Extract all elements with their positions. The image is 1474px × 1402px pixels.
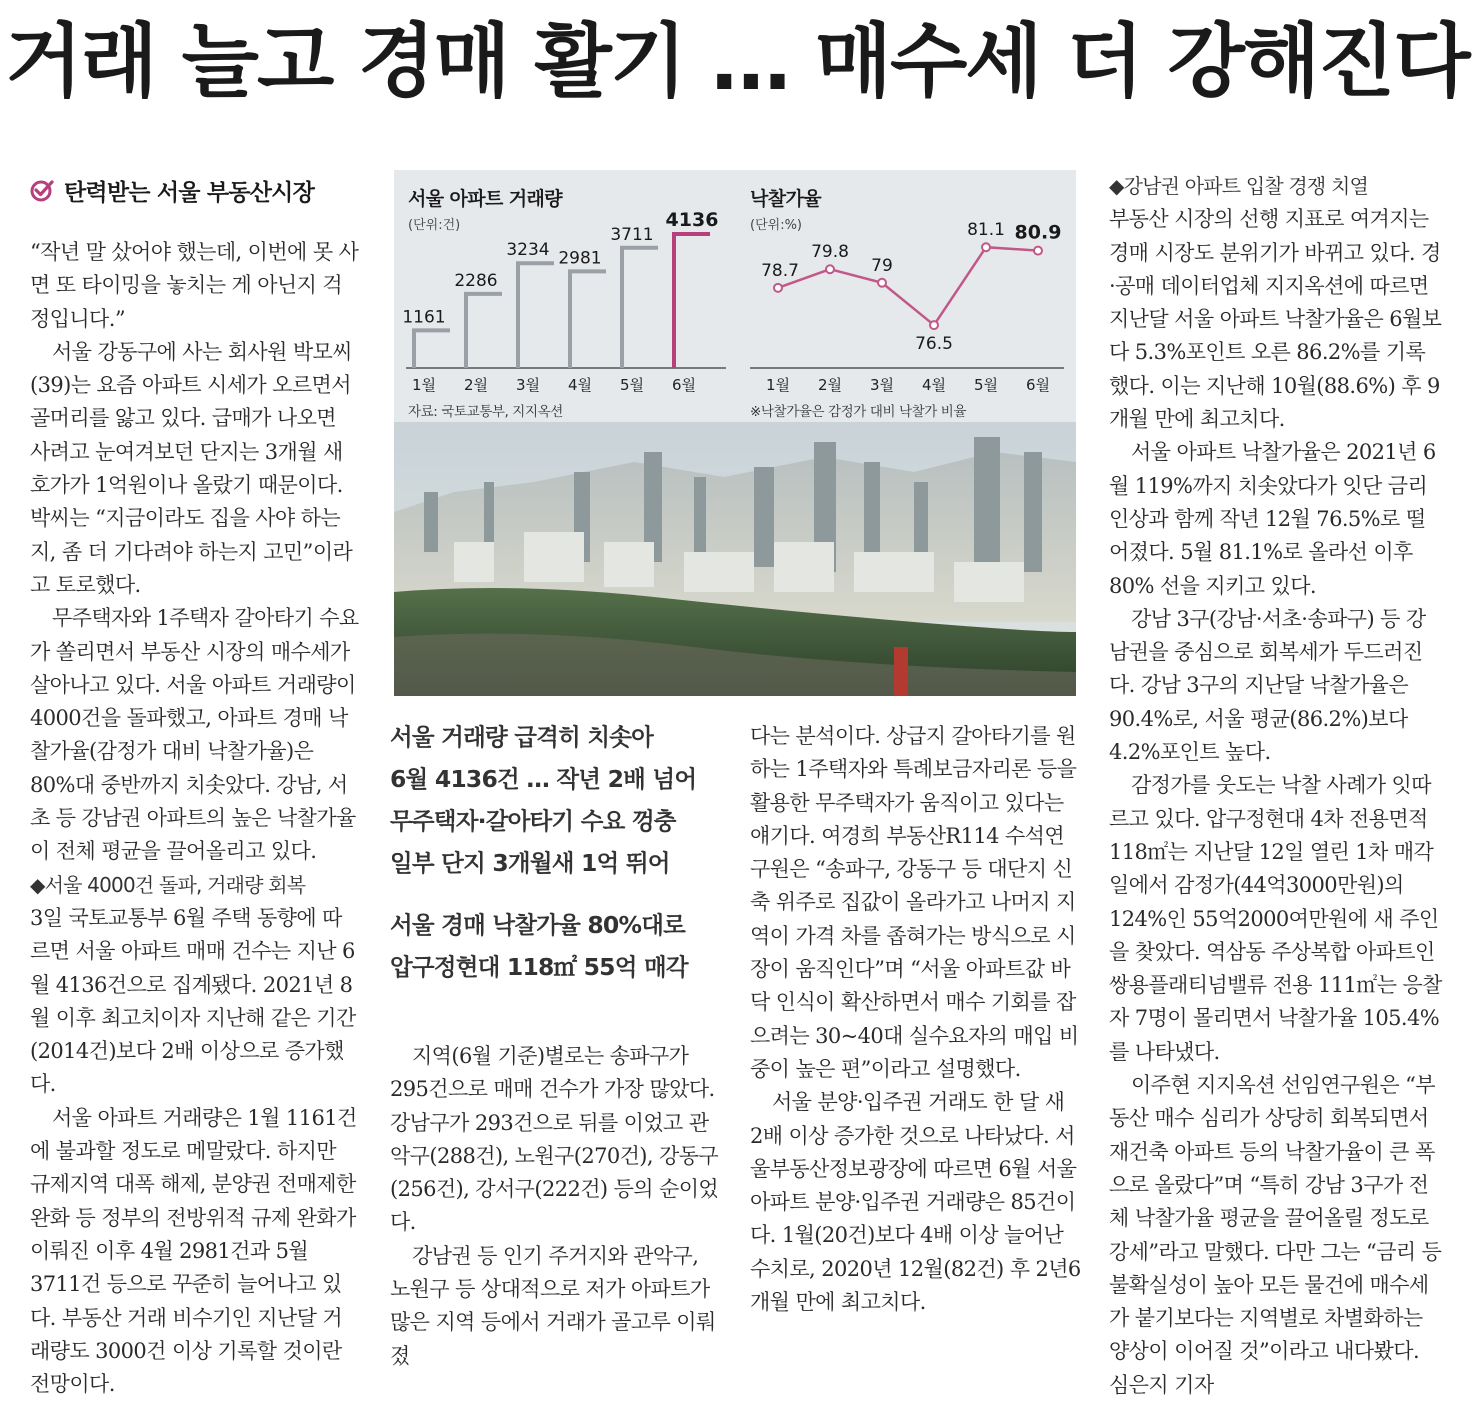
line-point (1034, 247, 1042, 255)
column-2 (390, 1040, 722, 1368)
bar-value-label: 4136 (665, 209, 719, 231)
bar-1월 (414, 330, 450, 368)
bar-value-label: 3711 (610, 224, 654, 245)
bar-tick-label: 1월 (411, 376, 437, 394)
line-point (930, 321, 938, 329)
deck-line: 일부 단지 3개월새 1억 뛰어 (390, 849, 670, 877)
paragraph: 지역(6월 기준)별로는 송파구가 295건으로 매매 건수가 가장 많았다. 강남구가 293건으로 뒤를 이었고 관악구(288건), 노원구(270건), 강동구(256건), 강서구(222건) 등의 순이었다. (390, 1044, 719, 1235)
bar-3월 (518, 263, 554, 368)
paragraph: 서울 아파트 거래량은 1월 1161건에 불과할 정도로 메말랐다. 하지만 규제지역 대폭 해제, 분양권 전매제한 완화 등 정부의 전방위적 규제 완화가 이뤄진 이후 4월 2981건과 5월 3711건 등으로 꾸준히 늘어나고 있다. 부동산 거래 비수기인 지난달 거래량도 3000건 이상 기록할 것이란 전망이다. (30, 1105, 357, 1397)
line-tick-label: 1월 (765, 376, 791, 394)
line-point (826, 265, 834, 273)
bar-5월 (622, 248, 658, 368)
line-value-label: 76.5 (915, 334, 953, 355)
bar-tick-label: 4월 (567, 376, 593, 394)
bar-4월 (570, 271, 606, 368)
subheading: ◆강남권 아파트 입찰 경쟁 치열 (1109, 174, 1369, 198)
bar-tick-label: 2월 (463, 376, 489, 394)
bar-tick-label: 6월 (671, 376, 697, 394)
line-point (982, 243, 990, 251)
subheading: ◆서울 4000건 돌파, 거래량 회복 (30, 872, 306, 897)
bar-2월 (466, 294, 502, 368)
line-point (878, 279, 886, 287)
bar-chart-source: 자료: 국토교통부, 지지옥션 (408, 404, 563, 420)
bar-value-label: 2286 (454, 270, 498, 291)
deck-line: 서울 거래량 급격히 치솟아 (390, 723, 654, 751)
line-chart-unit: (단위:%) (750, 218, 802, 233)
paragraph: 다는 분석이다. 상급지 갈아타기를 원하는 1주택자와 특례보금자리론 등을 활용한 무주택자가 움직이고 있다는 얘기다. 여경희 부동산R114 수석연구원은 “송파구, 강동구 등 대단지 신축 위주로 집값이 올라가고 나머지 지역이 가격 차를 좁혀가는 방식으로 시장이 움직인다”며 “서울 아파트값 바닥 인식이 확산하면서 매수 기회를 잡으려는 30~40대 실수요자의 매입 비중이 높은 편”이라고 설명했다. (750, 724, 1079, 1081)
paragraph: 강남권 등 인기 주거지와 관악구, 노원구 등 상대적으로 저가 아파트가 많은 지역 등에서 거래가 골고루 이뤄졌 (390, 1243, 716, 1368)
bar-chart-unit: (단위:건) (408, 218, 461, 233)
section-title (30, 170, 360, 210)
bar-value-label: 2981 (558, 248, 602, 269)
bar-tick-label: 5월 (619, 376, 645, 394)
check-badge-icon (30, 178, 54, 202)
section-title-text: 탄력받는 서울 부동산시장 (64, 179, 315, 206)
bar-value-label: 3234 (506, 240, 550, 261)
line-value-label: 79.8 (811, 242, 849, 263)
line-tick-label: 2월 (817, 376, 843, 394)
line-tick-label: 4월 (921, 376, 947, 394)
deck-line: 서울 경매 낙찰가율 80%대로 (390, 911, 686, 939)
bar-value-label: 1161 (402, 307, 446, 328)
column-1 (30, 236, 360, 1397)
paragraph: 부동산 시장의 선행 지표로 여겨지는 경매 시장도 분위기가 바뀌고 있다. 경·공매 데이터업체 지지옥션에 따르면 지난달 서울 아파트 낙찰가율은 6월보다 5.3%포인트 오른 86.2%를 기록했다. 이는 지난해 10월(88.6%) 후 9개월 만에 최고치다. (1109, 207, 1442, 432)
line-chart-title: 낙찰가율 (750, 188, 822, 210)
bar-chart-title: 서울 아파트 거래량 (408, 188, 563, 210)
paragraph: 이주현 지지옥션 선임연구원은 “부동산 매수 심리가 상당히 회복되면서 재건축 아파트 등의 낙찰가율이 큰 폭으로 올랐다”며 “특히 강남 3구가 전체 낙찰가율 평균을 끌어올릴 정도로 강세”라고 말했다. 다만 그는 “금리 등 불확실성이 높아 모든 물건에 매수세가 붙기보다는 지역별로 차별화하는 양상이 이어질 것”이라고 내다봤다. 심은지 기자 (1109, 1073, 1442, 1397)
deck-line: 무주택자·갈아타기 수요 껑충 (390, 807, 676, 835)
infographic (394, 170, 1076, 696)
paragraph: 서울 분양·입주권 거래도 한 달 새 2배 이상 증가한 것으로 나타났다. 서울부동산정보광장에 따르면 6월 서울 아파트 분양·입주권 거래량은 85건이다. 1월(20건)보다 4배 이상 늘어난 수치로, 2020년 12월(82건) 후 2년6개월 만에 최고치다. (750, 1090, 1081, 1315)
deck-group-2 (390, 904, 730, 988)
line-tick-label: 6월 (1025, 376, 1051, 394)
line-tick-label: 5월 (973, 376, 999, 394)
seoul-city-photo (394, 422, 1076, 696)
paragraph: 강남 3구(강남·서초·송파구) 등 강남권을 중심으로 회복세가 두드러진다. 강남 3구의 지난달 낙찰가율은 90.4%로, 서울 평균(86.2%)보다 4.2%포인트 높다. (1109, 606, 1426, 765)
paragraph: 3일 국토교통부 6월 주택 동향에 따르면 서울 아파트 매매 건수는 지난 6월 4136건으로 집계됐다. 2021년 8월 이후 최고치이자 지난해 같은 기간(2014건)보다 2배 이상으로 증가했다. (30, 905, 356, 1097)
deck-headlines (390, 716, 730, 988)
line-value-label: 78.7 (761, 260, 799, 281)
bar-chart (394, 170, 734, 422)
paragraph: 서울 아파트 낙찰가율은 2021년 6월 119%까지 치솟았다가 잇단 금리 인상과 함께 작년 12월 76.5%로 떨어졌다. 5월 81.1%로 올라선 이후 80% 선을 지키고 있다. (1109, 440, 1436, 598)
deck-line: 압구정현대 118㎡ 55억 매각 (390, 953, 688, 981)
paragraph: 서울 강동구에 사는 회사원 박모씨(39)는 요즘 아파트 시세가 오르면서 골머리를 앓고 있다. 급매가 나오면 사려고 눈여겨보던 단지는 3개월 새 호가가 1억원이나 올랐기 때문이다. 박씨는 “지금이라도 집을 사야 하는지, 좀 더 기다려야 하는지 고민”이라고 토로했다. (30, 339, 353, 597)
column-3 (750, 720, 1082, 1315)
line-value-label: 79 (871, 255, 893, 276)
line-point (774, 284, 782, 292)
line-value-label: 81.1 (967, 220, 1005, 241)
bar-6월 (674, 234, 710, 368)
deck-group-1 (390, 716, 730, 884)
paragraph: 무주택자와 1주택자 갈아타기 수요가 쏠리면서 부동산 시장의 매수세가 살아나고 있다. 서울 아파트 거래량이 4000건을 돌파했고, 아파트 경매 낙찰가율(감정가 대비 낙찰가율)은 80%대 중반까지 치솟았다. 강남, 서초 등 강남권 아파트의 높은 낙찰가율이 전체 평균을 끌어올리고 있다. (30, 606, 359, 864)
line-chart-note: ※낙찰가율은 감정가 대비 낙찰가 비율 (750, 404, 967, 420)
line-tick-label: 3월 (869, 376, 895, 394)
headline: 거래 늘고 경매 활기 … 매수세 더 강해진다 (5, 15, 1469, 108)
bar-tick-label: 3월 (515, 376, 541, 394)
deck-line: 6월 4136건 … 작년 2배 넘어 (390, 765, 697, 793)
line-chart (734, 170, 1076, 422)
column-4 (1109, 170, 1443, 1397)
paragraph: “작년 말 샀어야 했는데, 이번에 못 사면 또 타이밍을 놓치는 게 아닌지 걱정입니다.” (30, 240, 359, 331)
line-value-label: 80.9 (1014, 221, 1062, 244)
paragraph: 감정가를 웃도는 낙찰 사례가 잇따르고 있다. 압구정현대 4차 전용면적 118㎡는 지난달 12일 열린 1차 매각일에서 감정가(44억3000만원)의 124%인 55억2000여만원에 새 주인을 찾았다. 역삼동 주상복합 아파트인 쌍용플래티넘밸류 전용 111㎡는 응찰자 7명이 몰리면서 낙찰가율 105.4%를 나타냈다. (1109, 773, 1442, 1064)
